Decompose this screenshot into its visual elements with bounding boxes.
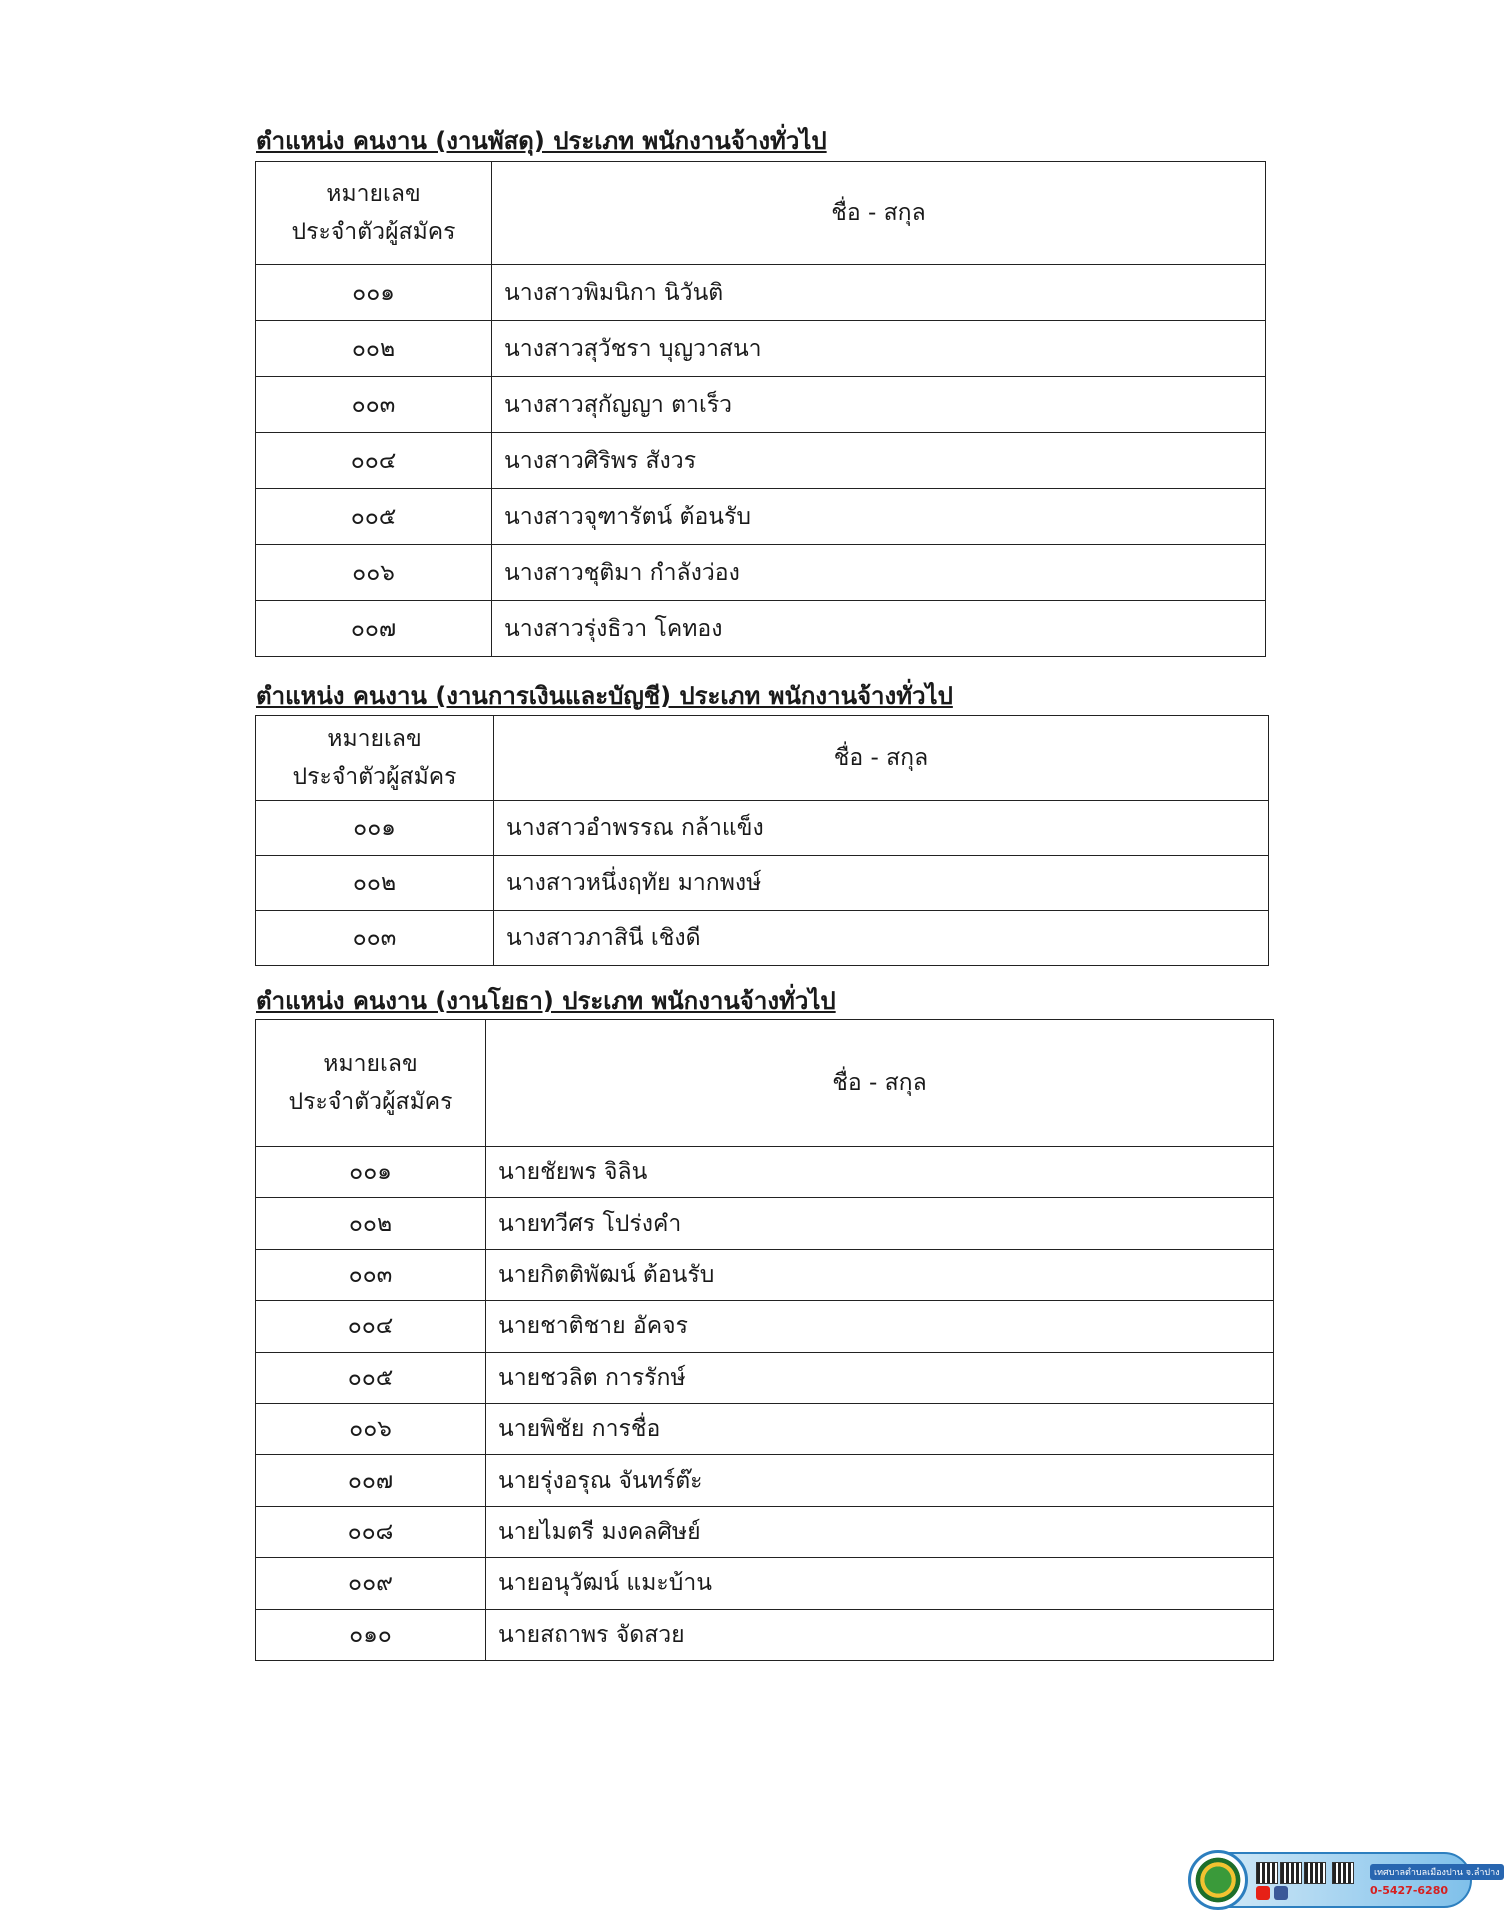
- applicant-id: ๐๐๘: [256, 1506, 486, 1557]
- applicant-id: ๐๐๗: [256, 601, 492, 657]
- applicant-id: ๐๐๒: [256, 1198, 486, 1249]
- full-name-header: ชื่อ - สกุล: [494, 716, 1269, 801]
- applicant-id: ๐๐๓: [256, 377, 492, 433]
- youtube-icon: [1256, 1886, 1270, 1900]
- section-title-supplies: ตำแหน่ง คนงาน (งานพัสดุ) ประเภท พนักงานจ้างทั่วไป: [256, 127, 827, 155]
- applicant-name: นางสาวชุติมา กำลังว่อง: [492, 545, 1266, 601]
- applicant-name: นายพิชัย การชื่อ: [486, 1403, 1274, 1454]
- applicant-name: นางสาวรุ่งธิวา โคทอง: [492, 601, 1266, 657]
- applicant-name: นายกิตติพัฒน์ ต้อนรับ: [486, 1249, 1274, 1300]
- table-row: [256, 1455, 1274, 1506]
- applicant-table-finance: [255, 715, 1269, 966]
- table-row: [256, 801, 1269, 856]
- applicant-name: นายสถาพร จัดสวย: [486, 1609, 1274, 1660]
- applicant-id: ๐๐๙: [256, 1558, 486, 1609]
- table-row: [256, 1249, 1274, 1300]
- table-row: [256, 1506, 1274, 1557]
- applicant-name: นายอนุวัฒน์ แมะบ้าน: [486, 1558, 1274, 1609]
- section-title-finance: ตำแหน่ง คนงาน (งานการเงินและบัญชี) ประเภท พนักงานจ้างทั่วไป: [256, 682, 953, 710]
- applicant-name: นายชาติชาย อัคจร: [486, 1301, 1274, 1352]
- qr-code-icon: [1256, 1862, 1278, 1884]
- applicant-name: นายไมตรี มงคลศิษย์: [486, 1506, 1274, 1557]
- applicant-name: นางสาวพิมนิกา นิวันติ: [492, 265, 1266, 321]
- applicant-table-public-works: [255, 1019, 1274, 1661]
- applicant-id: ๐๐๒: [256, 321, 492, 377]
- applicant-id: ๐๐๑: [256, 801, 494, 856]
- table-row: [256, 911, 1269, 966]
- applicant-id-header: หมายเลข ประจำตัวผู้สมัคร: [256, 162, 492, 265]
- applicant-name: นายทวีศร โปร่งคำ: [486, 1198, 1274, 1249]
- table-row: [256, 265, 1266, 321]
- applicant-name: นายชัยพร จิลิน: [486, 1147, 1274, 1198]
- applicant-id-header: หมายเลข ประจำตัวผู้สมัคร: [256, 1020, 486, 1147]
- applicant-name: นางสาวอำพรรณ กล้าแข็ง: [494, 801, 1269, 856]
- applicant-id: ๐๐๕: [256, 489, 492, 545]
- municipality-contact-badge: [1190, 1852, 1500, 1908]
- table-row: [256, 1147, 1274, 1198]
- applicant-id: ๐๐๓: [256, 1249, 486, 1300]
- applicant-name: นางสาวจุฑารัตน์ ต้อนรับ: [492, 489, 1266, 545]
- table-row: [256, 321, 1266, 377]
- applicant-name: นางสาวสุกัญญา ตาเร็ว: [492, 377, 1266, 433]
- applicant-name: นางสาวสุวัชรา บุญวาสนา: [492, 321, 1266, 377]
- applicant-id: ๐๐๔: [256, 433, 492, 489]
- applicant-name: นางสาวหนึ่งฤทัย มากพงษ์: [494, 856, 1269, 911]
- applicant-id-header: หมายเลข ประจำตัวผู้สมัคร: [256, 716, 494, 801]
- table-row: [256, 377, 1266, 433]
- applicant-id: ๐๐๗: [256, 1455, 486, 1506]
- table-row: [256, 601, 1266, 657]
- qr-code-icon: [1280, 1862, 1302, 1884]
- facebook-icon: [1274, 1886, 1288, 1900]
- table-row: [256, 1403, 1274, 1454]
- table-row: [256, 1558, 1274, 1609]
- phone-number: 0-5427-6280: [1370, 1884, 1449, 1897]
- applicant-table-supplies: [255, 161, 1266, 657]
- section-title-public-works: ตำแหน่ง คนงาน (งานโยธา) ประเภท พนักงานจ้างทั่วไป: [256, 987, 836, 1015]
- applicant-id: ๐๐๖: [256, 1403, 486, 1454]
- table-row: [256, 433, 1266, 489]
- org-name-label: เทศบาลตำบลเมืองปาน จ.ลำปาง: [1370, 1864, 1504, 1880]
- applicant-id: ๐๐๔: [256, 1301, 486, 1352]
- applicant-id: ๐๐๓: [256, 911, 494, 966]
- applicant-id: ๐๐๑: [256, 265, 492, 321]
- table-row: [256, 1198, 1274, 1249]
- table-row: [256, 1352, 1274, 1403]
- applicant-id: ๐๑๐: [256, 1609, 486, 1660]
- table-row: [256, 545, 1266, 601]
- applicant-id: ๐๐๒: [256, 856, 494, 911]
- table-header-row: [256, 716, 1269, 801]
- full-name-header: ชื่อ - สกุล: [492, 162, 1266, 265]
- applicant-name: นางสาวภาสินี เชิงดี: [494, 911, 1269, 966]
- applicant-name: นางสาวศิริพร สังวร: [492, 433, 1266, 489]
- municipal-seal-icon: [1188, 1850, 1248, 1910]
- applicant-id: ๐๐๖: [256, 545, 492, 601]
- full-name-header: ชื่อ - สกุล: [486, 1020, 1274, 1147]
- table-header-row: [256, 1020, 1274, 1147]
- table-row: [256, 856, 1269, 911]
- table-row: [256, 489, 1266, 545]
- table-header-row: [256, 162, 1266, 265]
- applicant-name: นายรุ่งอรุณ จันทร์ต๊ะ: [486, 1455, 1274, 1506]
- qr-code-icon: [1332, 1862, 1354, 1884]
- qr-code-icon: [1304, 1862, 1326, 1884]
- applicant-id: ๐๐๕: [256, 1352, 486, 1403]
- table-row: [256, 1301, 1274, 1352]
- applicant-name: นายชวลิต การรักษ์: [486, 1352, 1274, 1403]
- table-row: [256, 1609, 1274, 1660]
- applicant-id: ๐๐๑: [256, 1147, 486, 1198]
